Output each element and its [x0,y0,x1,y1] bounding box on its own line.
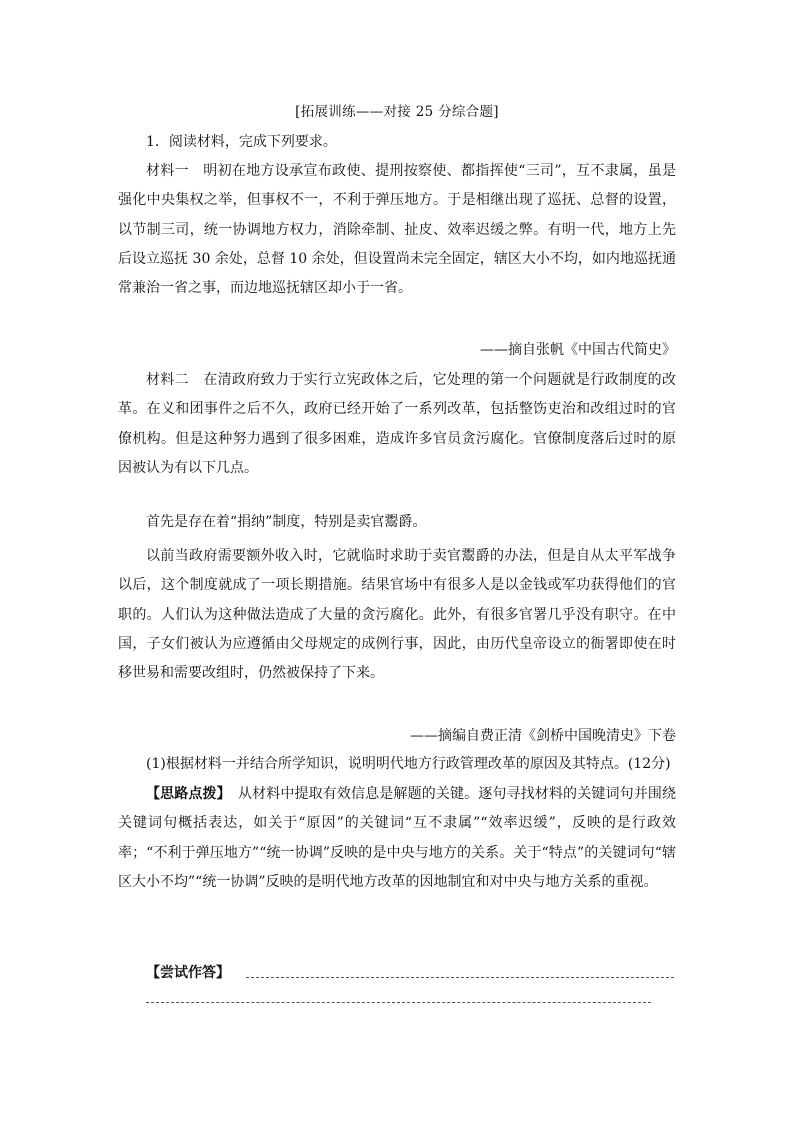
question-intro: 1．阅读材料，完成下列要求。 [146,134,337,150]
hint-label: 【思路点拨】 [146,786,224,802]
material-two-text: 在清政府致力于实行立宪政体之后，它处理的第一个问题就是行政制度的改革。在义和团事件之后不久，政府已经开始了一系列改革，包括整饬吏治和改组过时的官僚机构。但是这种努力遇到了很多困难，造成许多官员贪污腐化。官僚制度落后过时的原因被认为有以下几点。 [118,372,677,476]
hint-text: 从材料中提取有效信息是解题的关键。逐句寻找材料的关键词句并围绕关键词句概括表达，如关于“原因”的关键词“互不隶属”“效率迟缓”，反映的是行政效率；“不利于弹压地方”“统一协调”反映的是中央与地方的关系。关于“特点”的关键词句“辖区大小不均”“统一协调”反映的是明代地方改革的因地制宜和对中央与地方关系的重视。 [118,786,677,890]
answer-label: 【尝试作答】 [146,965,230,981]
sub-question: (1)根据材料一并结合所学知识，说明明代地方行政管理改革的原因及其特点。(12分) [146,756,671,772]
material-one-label: 材料一 [146,163,189,179]
material-two-label: 材料二 [146,372,189,388]
hint-block [118,780,676,897]
material-two-para2: 首先是存在着“捐纳”制度，特别是卖官鬻爵。 [146,514,427,530]
material-two-para1 [118,366,676,483]
material-two-source: ——摘编自费正清《剑桥中国晚清史》下卷 [410,728,676,744]
material-one [118,157,676,303]
answer-line-1[interactable] [246,977,674,978]
section-title: [拓展训练——对接 25 分综合题] [295,104,499,120]
material-two-para3: 以前当政府需要额外收入时，它就临时求助于卖官鬻爵的办法，但是自从太平军战争以后，这个制度就成了一项长期措施。结果官场中有很多人是以金钱或军功获得他们的官职的。人们认为这种做法造成了大量的贪污腐化。此外，有很多官署几乎没有职守。在中国，子女们被认为应遵循由父母规定的成例行事，因此，由历代皇帝设立的衙署即使在时移世易和需要改组时，仍然被保持了下来。 [118,548,676,682]
material-one-source: ——摘自张帆《中国古代简史》 [480,342,676,358]
answer-line-2[interactable] [146,1002,651,1003]
material-one-text: 明初在地方设承宣布政使、提刑按察使、都指挥使“三司”，互不隶属，虽是强化中央集权之举，但事权不一，不利于弹压地方。于是相继出现了巡抚、总督的设置，以节制三司，统一协调地方权力，消除牵制、扯皮、效率迟缓之弊。有明一代，地方上先后设立巡抚 30 余处，总督 10 余处，但设置尚未完全固定，辖区大小不均，如内地巡抚通常兼治一省之事，而边地巡抚辖区却小于一省。 [118,163,677,297]
